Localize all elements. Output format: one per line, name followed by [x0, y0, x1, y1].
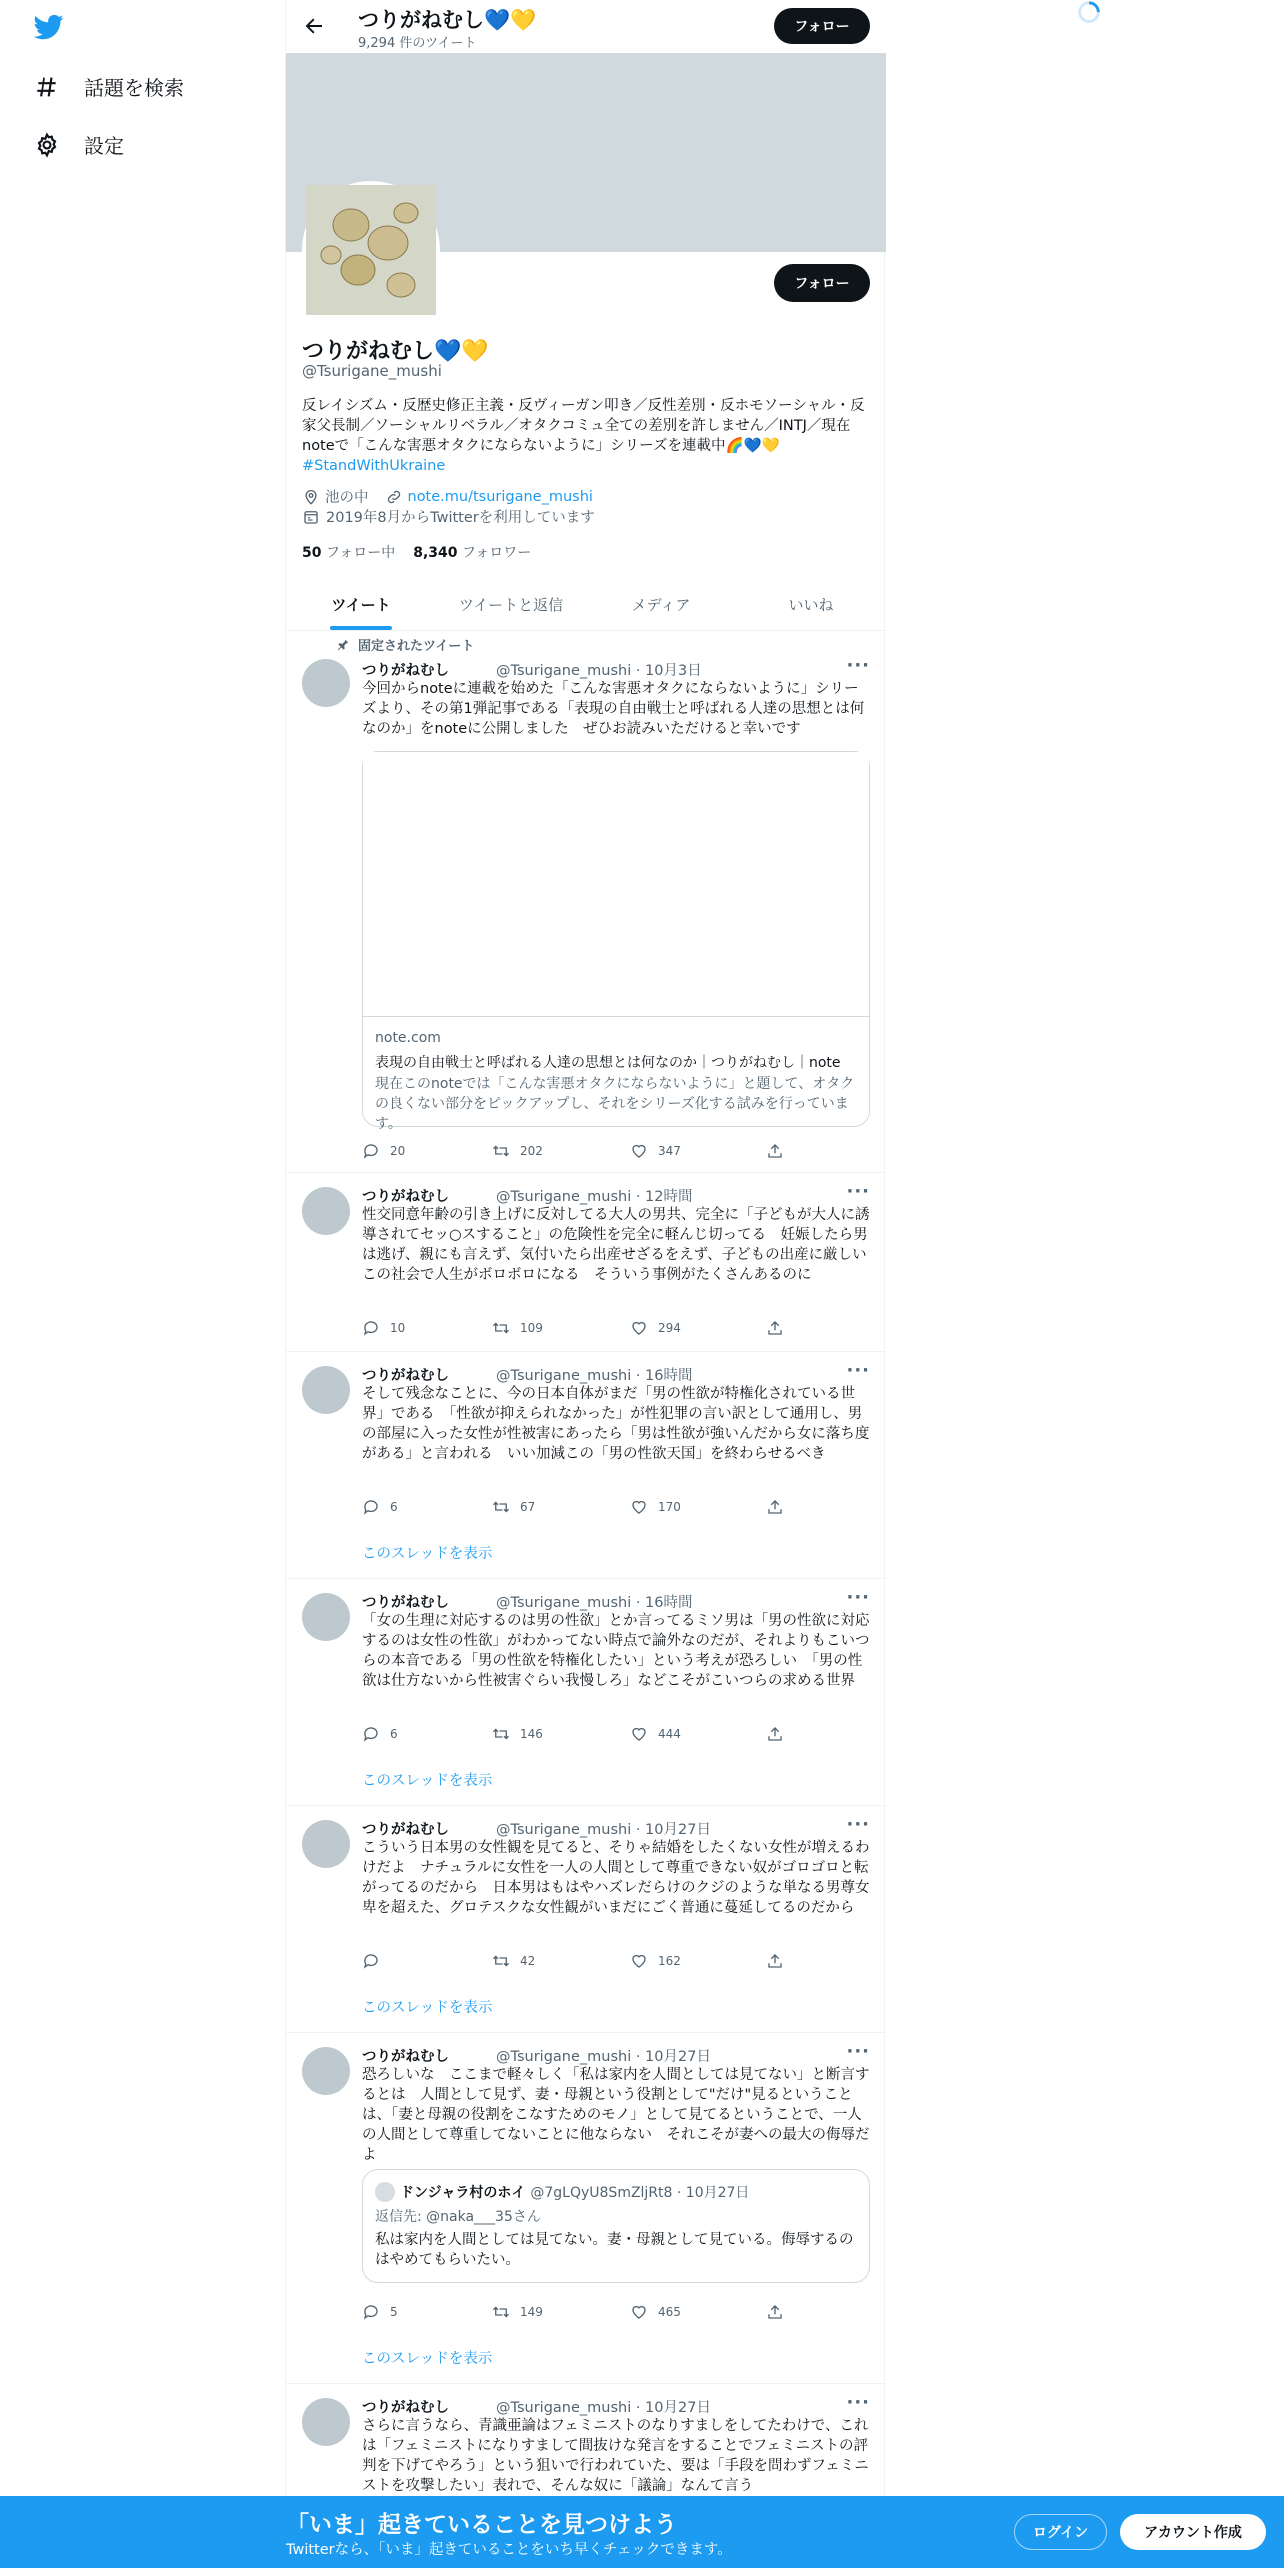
- retweet-icon: [492, 1319, 510, 1337]
- retweet-icon: [492, 1952, 510, 1970]
- tweet-text: 性交同意年齢の引き上げに反対してる大人の男共、完全に「子どもが大人に誘導されてセッ○スすること」の危険性を完全に軽んじ切ってる 妊娠したら男は逃げ、親にも言えず、気付いたら出産せざるをえず、子どもの出産に厳しいこの社会で人生がボロボロになる そういう事例がたくさんあるのに: [362, 1207, 870, 1283]
- following-label: フォロー中: [325, 545, 396, 561]
- retweet-button[interactable]: [492, 1142, 543, 1160]
- reply-icon: [362, 1142, 380, 1160]
- loading-spinner-icon: [1074, 0, 1104, 28]
- like-button[interactable]: [630, 1952, 681, 1970]
- nav-item-explore[interactable]: [34, 72, 184, 101]
- heart-icon: [630, 1142, 648, 1160]
- reply-icon: [362, 1319, 380, 1337]
- like-button[interactable]: [630, 1319, 681, 1337]
- tweet-meta[interactable]: @Tsurigane_mushi · 10月3日: [496, 663, 702, 679]
- share-button[interactable]: [766, 1142, 784, 1160]
- like-button[interactable]: [630, 2303, 681, 2321]
- tweet-avatar[interactable]: [302, 2047, 350, 2095]
- tweet[interactable]: [286, 1173, 886, 1352]
- tweet-author-name[interactable]: つりがねむし: [362, 2049, 449, 2065]
- reply-button[interactable]: [362, 1319, 405, 1337]
- like-count: 444: [658, 1727, 681, 1741]
- tweet-meta[interactable]: @Tsurigane_mushi · 10月27日: [496, 1822, 711, 1838]
- tweet-meta[interactable]: @Tsurigane_mushi · 12時間: [496, 1189, 693, 1205]
- profile-column: [285, 0, 885, 2568]
- bio-hashtag-link[interactable]: #StandWithUkraine: [302, 458, 446, 474]
- back-arrow-icon[interactable]: [302, 14, 326, 38]
- retweet-count: 109: [520, 1321, 543, 1335]
- reply-count: 6: [390, 1727, 398, 1741]
- card-image: [363, 752, 869, 1017]
- retweet-count: 67: [520, 1500, 536, 1514]
- retweet-button[interactable]: [492, 1725, 543, 1743]
- reply-button[interactable]: [362, 2303, 398, 2321]
- tweet-avatar[interactable]: [302, 1187, 350, 1235]
- like-count: 465: [658, 2305, 681, 2319]
- twitter-logo-icon[interactable]: [32, 12, 66, 42]
- retweet-count: 146: [520, 1727, 543, 1741]
- tweet-actions: [362, 1952, 802, 1972]
- signup-banner-title: 「いま」起きていることを見つけよう: [286, 2512, 677, 2538]
- heart-icon: [630, 1319, 648, 1337]
- tweet-avatar[interactable]: [302, 1820, 350, 1868]
- retweet-button[interactable]: [492, 1498, 535, 1516]
- joined-text: 2019年8月からTwitterを利用しています: [326, 510, 595, 526]
- show-thread-link[interactable]: このスレッドを表示: [362, 1546, 493, 1562]
- reply-icon: [362, 1498, 380, 1516]
- share-icon: [766, 1952, 784, 1970]
- tweet-text: そして残念なことに、今の日本自体がまだ「男の性欲が特権化されている世界」である 「性欲が抑えられなかった」が性犯罪の言い訳として通用し、男の部屋に入った女性が性被害にあったら「男は性欲が強いんだから女に落ち度がある」と言われる いい加減この「男の性欲天国」を終わらせるべき: [362, 1386, 870, 1462]
- location-text: 池の中: [325, 490, 369, 506]
- reply-button[interactable]: [362, 1498, 398, 1516]
- show-thread-link[interactable]: このスレッドを表示: [362, 2000, 493, 2016]
- tweet-avatar[interactable]: [302, 2398, 350, 2446]
- location-pin-icon: [302, 488, 320, 506]
- tweet-author-name[interactable]: つりがねむし: [362, 663, 449, 679]
- profile-website[interactable]: [385, 488, 593, 506]
- tweet-author-name[interactable]: つりがねむし: [362, 2400, 449, 2416]
- share-button[interactable]: [766, 1952, 784, 1970]
- quote-text: 私は家内を人間としては見てない。妻・母親として見ている。侮辱するのはやめてもらいたい。: [375, 2232, 854, 2268]
- quote-meta: @7gLQyU8SmZljRt8 · 10月27日: [530, 2185, 750, 2201]
- profile-handle: @Tsurigane_mushi: [302, 362, 442, 380]
- more-options-icon[interactable]: ···: [846, 2392, 870, 2413]
- retweet-count: 202: [520, 1144, 543, 1158]
- profile-meta: [302, 486, 593, 507]
- nav-item-label: 話題を検索: [84, 76, 184, 100]
- share-icon: [766, 1498, 784, 1516]
- pin-icon: [336, 638, 350, 652]
- more-options-icon[interactable]: ···: [846, 1587, 870, 1608]
- tab-media[interactable]: メディア: [631, 595, 691, 614]
- retweet-button[interactable]: [492, 2303, 543, 2321]
- reply-icon: [362, 1952, 380, 1970]
- tab-tweets-and-replies[interactable]: ツイートと返信: [458, 595, 564, 614]
- retweet-icon: [492, 1725, 510, 1743]
- signup-button[interactable]: アカウント作成: [1120, 2514, 1266, 2550]
- followers-label: フォロワー: [462, 545, 532, 561]
- retweet-button[interactable]: [492, 1319, 543, 1337]
- nav-item-label: 設定: [84, 134, 124, 158]
- tweet-actions: [362, 1498, 802, 1518]
- reply-button[interactable]: [362, 1142, 405, 1160]
- followers-count: 8,340: [413, 545, 458, 561]
- header-follow-button[interactable]: フォロー: [774, 8, 870, 44]
- tweet[interactable]: [286, 1806, 886, 2033]
- retweet-count: 42: [520, 1954, 536, 1968]
- followers-stat[interactable]: [413, 542, 531, 562]
- reply-icon: [362, 1725, 380, 1743]
- signup-banner: [0, 2496, 1284, 2568]
- heart-icon: [630, 1725, 648, 1743]
- more-options-icon[interactable]: ···: [846, 2041, 870, 2062]
- quote-header: [375, 2182, 749, 2202]
- profile-location: [302, 486, 369, 507]
- tweet-avatar[interactable]: [302, 1593, 350, 1641]
- reply-count: 20: [390, 1144, 406, 1158]
- bio-text: 反レイシズム・反歴史修正主義・反ヴィーガン叩き／反性差別・反ホモソーシャル・反家父長制／ソーシャルリベラル／オタクコミュ全ての差別を許しません／INTJ／現在noteで「こんな害悪オタクにならないように」シリーズを連載中🌈💙💛: [302, 398, 865, 454]
- header-display-name: つりがねむし💙💛: [358, 8, 537, 32]
- avatar-image: [306, 185, 436, 315]
- tweet-author-name[interactable]: つりがねむし: [362, 1595, 449, 1611]
- share-icon: [766, 1142, 784, 1160]
- gear-icon: [34, 132, 60, 158]
- more-options-icon[interactable]: ···: [846, 1181, 870, 1202]
- share-icon: [766, 1725, 784, 1743]
- tab-likes[interactable]: いいね: [788, 595, 834, 614]
- tweet-author-name[interactable]: つりがねむし: [362, 1822, 449, 1838]
- like-count: 347: [658, 1144, 681, 1158]
- show-thread-link[interactable]: このスレッドを表示: [362, 2351, 493, 2367]
- tweet-meta[interactable]: @Tsurigane_mushi · 16時間: [496, 1368, 693, 1384]
- link-icon: [385, 488, 403, 506]
- tweet-meta[interactable]: @Tsurigane_mushi · 10月27日: [496, 2400, 711, 2416]
- like-count: 294: [658, 1321, 681, 1335]
- tweet-meta[interactable]: @Tsurigane_mushi · 10月27日: [496, 2049, 711, 2065]
- tweet-meta[interactable]: @Tsurigane_mushi · 16時間: [496, 1595, 693, 1611]
- login-button[interactable]: ログイン: [1014, 2514, 1107, 2550]
- reply-count: 5: [390, 2305, 398, 2319]
- tweet[interactable]: [286, 2033, 886, 2384]
- tweet-avatar[interactable]: [302, 1366, 350, 1414]
- tweet-header: [362, 1591, 693, 1612]
- retweet-count: 149: [520, 2305, 543, 2319]
- quote-reply-to: 返信先: @naka___35さん: [375, 2209, 541, 2225]
- link-card[interactable]: [362, 751, 870, 1132]
- reply-button[interactable]: [362, 1952, 390, 1970]
- tweet-actions: [362, 2303, 802, 2323]
- tweet-avatar[interactable]: [302, 659, 350, 707]
- more-options-icon[interactable]: ···: [846, 1360, 870, 1381]
- share-button[interactable]: [766, 1319, 784, 1337]
- profile-header-bar: [286, 0, 886, 53]
- tab-tweets[interactable]: ツイート: [286, 578, 436, 630]
- tweet-author-name[interactable]: つりがねむし: [362, 1189, 449, 1205]
- hashtag-icon: [34, 74, 60, 100]
- profile-avatar[interactable]: [302, 181, 440, 319]
- more-options-icon[interactable]: ···: [846, 1814, 870, 1835]
- tweet-header: [362, 1185, 693, 1206]
- reply-count: 10: [390, 1321, 406, 1335]
- profile-display-name: つりがねむし💙💛: [302, 339, 489, 364]
- tweet-text: さらに言うなら、青識亜論はフェミニストのなりすましをしてたわけで、これは「フェミニストになりすまして間抜けな発言をすることでフェミニストの評判を下げてやろう」という狙いで行われていた、要は「手段を問わずフェミニストを攻撃したい」表れで、そんな奴に「議論」なんて言う: [362, 2418, 869, 2494]
- tweet-actions: [362, 1725, 802, 1745]
- tweet-text: 今回からnoteに連載を始めた「こんな害悪オタクにならないように」シリーズより、その第1弾記事である「表現の自由戦士と呼ばれる人達の思想とは何なのか」をnoteに公開しました ぜひお読みいただけると幸いです: [362, 681, 865, 737]
- profile-follow-button[interactable]: フォロー: [774, 264, 870, 302]
- heart-icon: [630, 1952, 648, 1970]
- like-button[interactable]: [630, 1725, 681, 1743]
- tweet-header: [362, 2045, 711, 2066]
- profile-bio: [302, 396, 866, 476]
- profile-joined: [302, 506, 595, 527]
- tweet-author-name[interactable]: つりがねむし: [362, 1368, 449, 1384]
- more-options-icon[interactable]: ···: [846, 655, 870, 676]
- nav-item-settings[interactable]: [34, 130, 124, 159]
- retweet-button[interactable]: [492, 1952, 535, 1970]
- header-tweet-count: 9,294 件のツイート: [358, 36, 477, 51]
- like-count: 170: [658, 1500, 681, 1514]
- tweet-header: [362, 1818, 711, 1839]
- heart-icon: [630, 2303, 648, 2321]
- card-description: 現在このnoteでは「こんな害悪オタクにならないように」と題して、オタクの良くない部分をピックアップし、それをシリーズ化する試みを行っています。: [375, 1076, 855, 1132]
- share-icon: [766, 1319, 784, 1337]
- heart-icon: [630, 1498, 648, 1516]
- pinned-indicator: [336, 635, 474, 654]
- tweet[interactable]: [286, 1579, 886, 1806]
- reply-button[interactable]: [362, 1725, 398, 1743]
- profile-tabs: [286, 578, 886, 631]
- pinned-label: 固定されたツイート: [358, 639, 475, 654]
- reply-icon: [362, 2303, 380, 2321]
- like-button[interactable]: [630, 1498, 681, 1516]
- tweet-header: [362, 659, 702, 680]
- website-link[interactable]: note.mu/tsurigane_mushi: [407, 488, 593, 505]
- tweet[interactable]: [286, 631, 886, 1173]
- retweet-icon: [492, 1142, 510, 1160]
- reply-count: 6: [390, 1500, 398, 1514]
- tweet-header: [362, 1364, 693, 1385]
- signup-banner-subtitle: Twitterなら、「いま」起きていることをいち早くチェックできます。: [286, 2542, 732, 2558]
- share-button[interactable]: [766, 1725, 784, 1743]
- retweet-icon: [492, 2303, 510, 2321]
- tweet-actions: [362, 1319, 802, 1339]
- following-stat[interactable]: [302, 542, 395, 562]
- quoted-tweet[interactable]: [362, 2169, 870, 2283]
- like-button[interactable]: [630, 1142, 681, 1160]
- retweet-icon: [492, 1498, 510, 1516]
- tweet-actions: [362, 1142, 802, 1162]
- tweet-text: こういう日本男の女性観を見てると、そりゃ結婚をしたくない女性が増えるわけだよ ナチュラルに女性を一人の人間として尊重できない奴がゴロゴロと転がってるのだから 日本男はもはやハズレだらけのクジのような単なる男尊女卑を超えた、グロテスクな女性観がいまだにごく普通に蔓延してるのだから: [362, 1840, 870, 1916]
- tweet-text: 「女の生理に対応するのは男の性欲」とか言ってるミソ男は「男の性欲に対応するのは女性の性欲」がわかってない時点で論外なのだが、それよりもこいつらの本音である「男の性欲を特権化したい」という考えが恐ろしい 「男の性欲は仕方ないから性被害ぐらい我慢しろ」などこそがこいつらの求める世界: [362, 1613, 870, 1689]
- tweet[interactable]: [286, 1352, 886, 1579]
- card-domain: note.com: [375, 1030, 441, 1046]
- like-count: 162: [658, 1954, 681, 1968]
- show-thread-link[interactable]: このスレッドを表示: [362, 1773, 493, 1789]
- calendar-icon: [302, 508, 320, 526]
- profile-stats: [302, 542, 531, 562]
- tweet-text: 恐ろしいな ここまで軽々しく「私は家内を人間としては見てない」と断言するとは 人間として見ず、妻・母親という役割として"だけ"見るということは、「妻と母親の役割をこなすためのモノ」として見てるということで、一人の人間として尊重してないことに他ならない それこそが妻への最大の侮辱だよ: [362, 2067, 870, 2163]
- quote-author-name: ドンジャラ村のホイ: [400, 2185, 526, 2201]
- share-button[interactable]: [766, 2303, 784, 2321]
- tweet-header: [362, 2396, 711, 2417]
- card-title: 表現の自由戦士と呼ばれる人達の思想とは何なのか｜つりがねむし｜note: [375, 1055, 841, 1071]
- following-count: 50: [302, 545, 322, 561]
- quote-avatar: [375, 2182, 395, 2202]
- share-button[interactable]: [766, 1498, 784, 1516]
- share-icon: [766, 2303, 784, 2321]
